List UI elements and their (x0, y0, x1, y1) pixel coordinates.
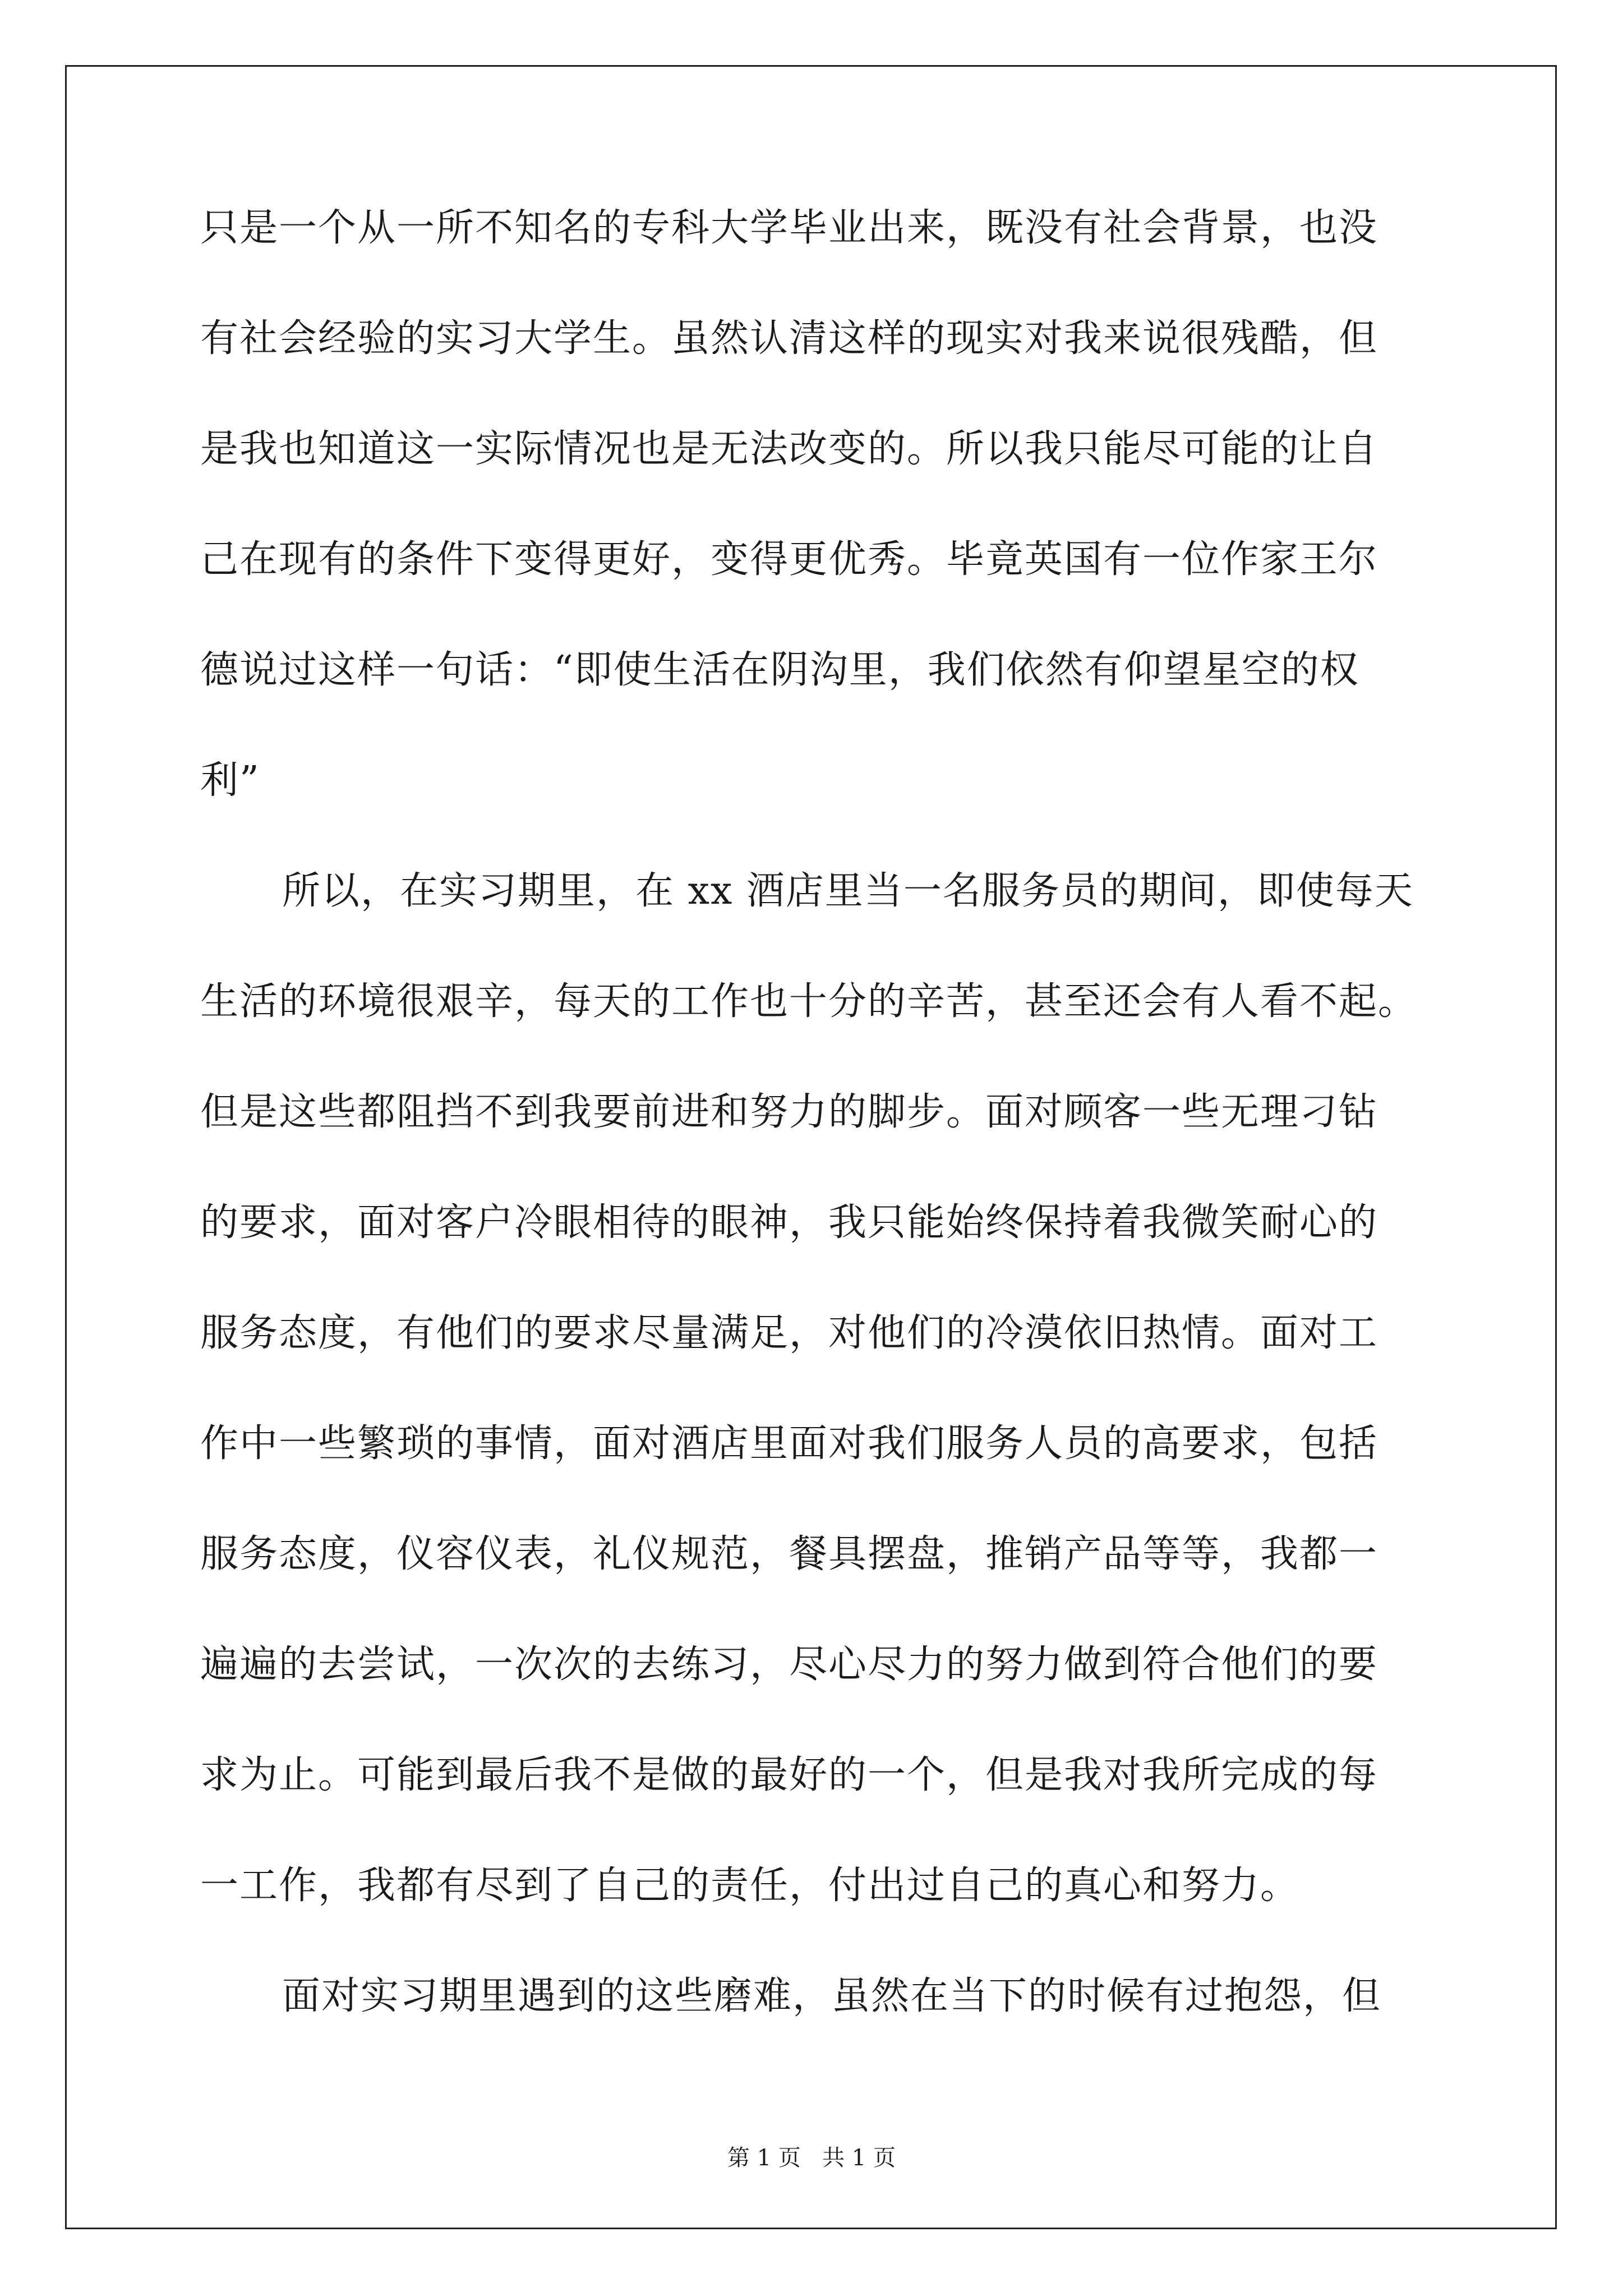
text-line-10: 的要求，面对客户冷眼相待的眼神，我只能始终保持着我微笑耐心的 (200, 1200, 1378, 1245)
page-number-footer: 第 1 页 共 1 页 (727, 2145, 896, 2171)
text-line-11: 服务态度，有他们的要求尽量满足，对他们的冷漠依旧热情。面对工 (200, 1311, 1378, 1355)
text-line-14: 遍遍的去尝试，一次次的去练习，尽心尽力的努力做到符合他们的要 (200, 1642, 1378, 1687)
text-line-17: 面对实习期里遇到的这些磨难，虽然在当下的时候有过抱怨，但 (282, 1974, 1382, 2018)
text-line-16: 一工作，我都有尽到了自己的责任，付出过自己的真心和努力。 (200, 1864, 1300, 1908)
text-line-5: 德说过这样一句话：“即使生活在阴沟里，我们依然有仰望星空的权 (200, 648, 1359, 692)
text-line-1: 只是一个从一所不知名的专科大学毕业出来，既没有社会背景，也没 (200, 206, 1378, 250)
text-line-9: 但是这些都阻挡不到我要前进和努力的脚步。面对顾客一些无理刁钻 (200, 1090, 1378, 1134)
body-text (200, 206, 1428, 2088)
text-line-12: 作中一些繁琐的事情，面对酒店里面对我们服务人员的高要求，包括 (200, 1421, 1378, 1466)
text-line-2: 有社会经验的实习大学生。虽然认清这样的现实对我来说很残酷，但 (200, 316, 1378, 361)
text-line-6: 利” (200, 758, 260, 803)
text-line-7: 所以，在实习期里，在 xx 酒店里当一名服务员的期间，即使每天 (282, 869, 1414, 913)
text-line-4: 己在现有的条件下变得更好，变得更优秀。毕竟英国有一位作家王尔 (200, 537, 1378, 582)
text-line-15: 求为止。可能到最后我不是做的最好的一个，但是我对我所完成的每 (200, 1753, 1378, 1797)
text-line-3: 是我也知道这一实际情况也是无法改变的。所以我只能尽可能的让自 (200, 427, 1378, 471)
text-line-8: 生活的环境很艰辛，每天的工作也十分的辛苦，甚至还会有人看不起。 (200, 979, 1418, 1024)
text-line-13: 服务态度，仪容仪表，礼仪规范，餐具摆盘，推销产品等等，我都一 (200, 1532, 1378, 1576)
